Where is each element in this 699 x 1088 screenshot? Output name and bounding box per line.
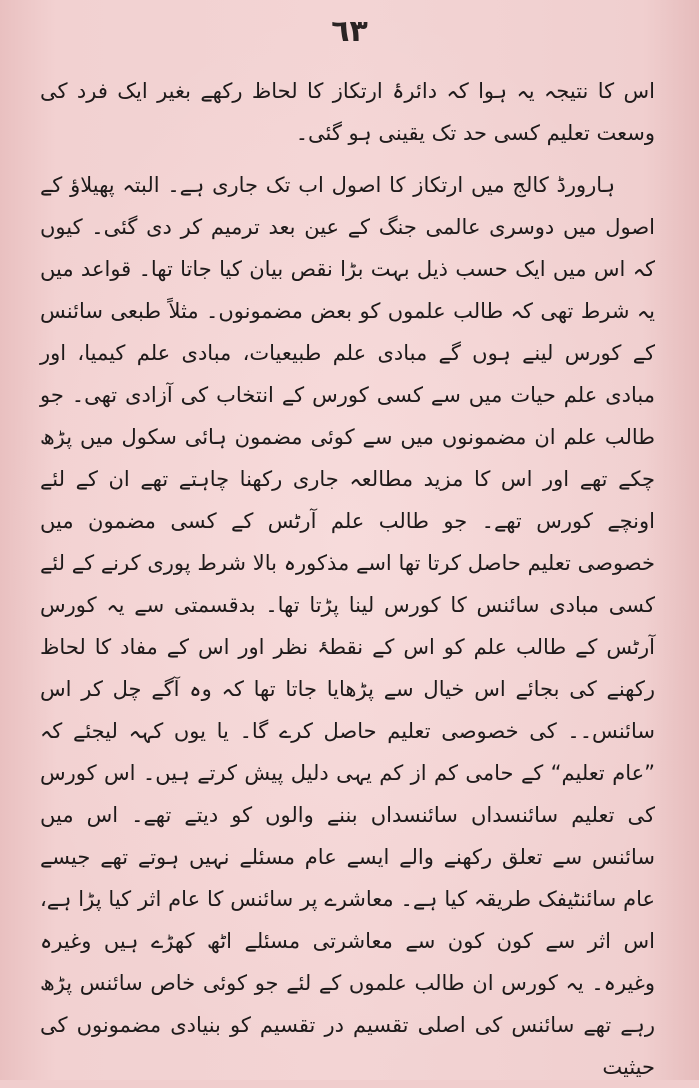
page-number: ٦٣	[331, 14, 368, 49]
paragraph-2: ہارورڈ کالج میں ارتکاز کا اصول اب تک جاری ہے۔ البتہ پھیلاؤ کے اصول میں دوسری عالمی جنگ کے عین بعد ترمیم کر دی گئی۔ کیوں کہ اس میں ایک حسب ذیل بہت بڑا نقص بیان کیا جاتا تھا۔ قواعد میں یہ شرط تھی کہ طالب علموں کو بعض مضمونوں۔ مثلاً طبعی سائنس کے کورس لینے ہوں گے مبادی علم طبیعیات، مبادی علم کیمیا، اور مبادی علم حیات میں سے کسی کورس کے انتخاب کی آزادی تھی۔ جو طالب علم ان مضمونوں میں سے کوئی مضمون ہائی سکول میں پڑھ چکے تھے اور اس کا مزید مطالعہ جاری رکھنا چاہتے تھے ان کے لئے اونچے کورس تھے۔ جو طالب علم آرٹس کے کسی مضمون میں خصوصی تعلیم حاصل کرتا تھا اسے مذکورہ بالا شرط پوری کرنے کے لئے کسی مبادی سائنس کا کورس لینا پڑتا تھا۔ بدقسمتی سے یہ کورس آرٹس کے طالب علم کو اس کے نقطۂ نظر اور اس کے مفاد کا لحاظ رکھنے کی بجائے اس خیال سے پڑھایا جاتا تھا کہ وہ آگے چل کر اس سائنس۔۔ کی خصوصی تعلیم حاصل کرے گا۔ یا یوں کہہ لیجئے کہ ”عام تعلیم“ کے حامی کم از کم یہی دلیل پیش کرتے ہیں۔ اس کورس کی تعلیم سائنسداں سائنسداں بننے والوں کو دیتے تھے۔ اس میں سائنس سے تعلق رکھنے والے ایسے عام مسئلے نہیں ہوتے تھے جیسے عام سائنٹیفک طریقہ کیا ہے۔ معاشرے پر سائنس کا عام اثر کیا پڑا ہے، اس اثر سے کون کون سے معاشرتی مسئلے اٹھ کھڑے ہیں وغیرہ وغیرہ۔ یہ کورس ان طالب علموں کے لئے جو کوئی خاص سائنس پڑھ رہے تھے سائنس کی اصلی تقسیم در تقسیم کو بنیادی مضمونوں کی حیثیت	[40, 173, 655, 1079]
page-body-text	[40, 70, 655, 1088]
paragraph-1: اس کا نتیجہ یہ ہوا کہ دائرۂ ارتکاز کا لحاظ رکھے بغیر ایک فرد کی وسعت تعلیم کسی حد تک یقینی ہو گئی۔	[40, 79, 655, 145]
